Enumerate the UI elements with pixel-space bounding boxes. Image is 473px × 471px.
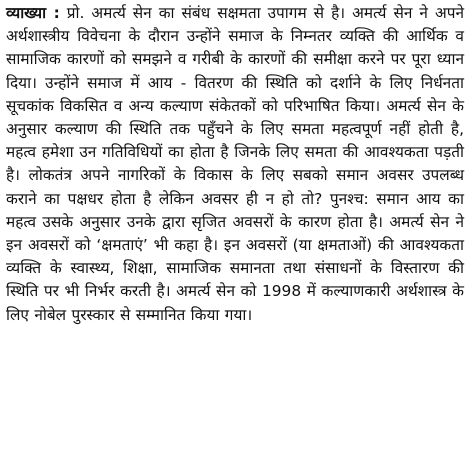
- paragraph-body: प्रो. अमर्त्य सेन का संबंध सक्षमता उपागम से है। अमर्त्य सेन ने अपने अर्थशास्त्रीय विवेचना के दौरान उन्होंने समाज के निम्नतर व्यक्ति की आर्थिक व सामाजिक कारणों को समझने व गरीबी के कारणों की समीक्षा करने पर पूरा ध्यान दिया। उन्होंने समाज में आय - वितरण की स्थिति को दर्शाने के लिए निर्धनता सूचकांक विकसित व अन्य कल्याण संकेतकों को परिभाषित किया। अमर्त्य सेन के अनुसार कल्याण की स्थिति तक पहुँचने के लिए समता महत्वपूर्ण नहीं होती है, महत्व हमेशा उन गतिविधियों का होता है जिनके लिए समता की आवश्यकता पड़ती है। लोकतंत्र अपने नागरिकों के विकास के लिए सबको समान अवसर उपलब्ध कराने का पक्षधर होता है लेकिन अवसर ही न हो तो? पुनश्च: समान आय का महत्व उसके अनुसार उनके द्वारा सृजित अवसरों के कारण होता है। अमर्त्य सेन ने इन अवसरों को ‘क्षमताएं’ भी कहा है। इन अवसरों (या क्षमताओं) की आवश्यकता व्यक्ति के स्वास्थ्य, शिक्षा, सामाजिक समानता तथा संसाधनों के विस्तारण की स्थिति पर भी निर्भर करती है। अमर्त्य सेन को 1998 में कल्याणकारी अर्थशास्त्र के लिए नोबेल पुरस्कार से सम्मानित किया गया।: [6, 4, 464, 324]
- document-page: [6, 2, 464, 468]
- paragraph-heading: व्याख्या :: [6, 4, 60, 22]
- explanation-paragraph: [6, 2, 464, 327]
